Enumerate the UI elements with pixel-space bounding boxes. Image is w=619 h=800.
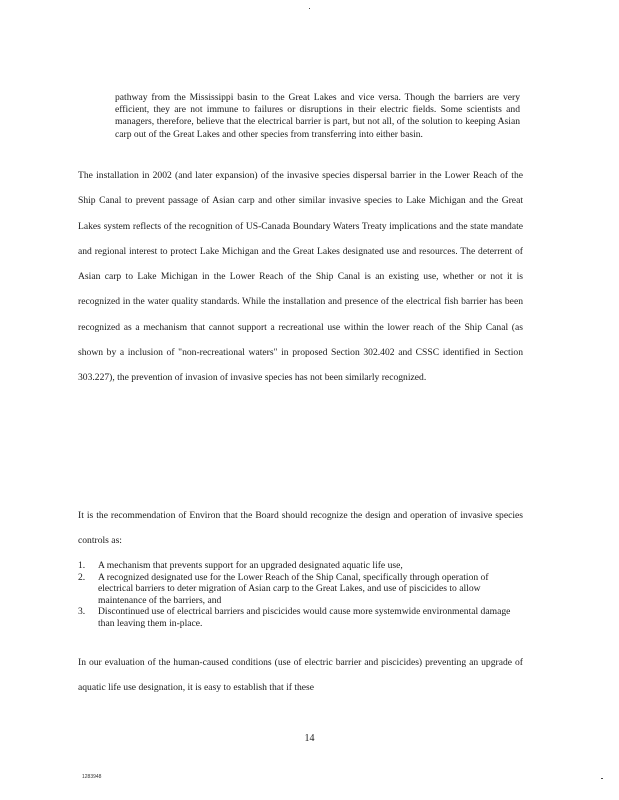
block-quote: pathway from the Mississippi basin to the Great Lakes and vice versa. Though the barriers are very efficient, they are not immune to failures or disruptions in their electric fields. Some scientists and managers, therefore, believe that the electrical barrier is part, but not all, of the solution to keeping Asian carp out of the Great Lakes and other species from transferring into either basin.	[115, 92, 520, 140]
document-id: 1283948	[82, 774, 102, 780]
list-item-text: Discontinued use of electrical barriers and piscicides would cause more systemwide environmental damage than leaving them in-place.	[98, 606, 511, 629]
body-paragraph-2: It is the recommendation of Environ that the Board should recognize the design and operation of invasive species controls as:	[78, 510, 523, 547]
list-item	[78, 572, 523, 607]
list-item	[78, 606, 523, 629]
scan-speck-top	[309, 8, 310, 9]
list-item-text: A mechanism that prevents support for an upgraded designated aquatic life use,	[98, 560, 403, 571]
list-item-number: 3.	[78, 606, 86, 618]
recommendation-list	[78, 560, 523, 630]
list-item-number: 2.	[78, 571, 86, 583]
list-item	[78, 560, 523, 572]
page-number: 14	[304, 733, 315, 744]
list-item-number: 1.	[78, 560, 86, 571]
scan-speck-right	[601, 778, 603, 779]
body-paragraph-1: The installation in 2002 (and later expansion) of the invasive species dispersal barrier in the Lower Reach of the Ship Canal to prevent passage of Asian carp and other similar invasive species to Lake Michigan and the Great Lakes system reflects of the recognition of US-Canada Boundary Waters Treaty implications and the state mandate and regional interest to protect Lake Michigan and the Great Lakes designated use and resources. The deterrent of Asian carp to Lake Michigan in the Lower Reach of the Ship Canal is an existing use, whether or not it is recognized in the water quality standards. While the installation and presence of the electrical fish barrier has been recognized as a mechanism that cannot support a recreational use within the lower reach of the Ship Canal (as shown by a inclusion of "non-recreational waters" in proposed Section 302.402 and CSSC identified in Section 303.227), the prevention of invasion of invasive species has not been similarly recognized.	[78, 170, 523, 384]
body-paragraph-3: In our evaluation of the human-caused conditions (use of electric barrier and piscicides) preventing an upgrade of aquatic life use designation, it is easy to establish that if these	[78, 657, 523, 694]
list-item-text: A recognized designated use for the Lower Reach of the Ship Canal, specifically through operation of electrical barriers to deter migration of Asian carp to the Great Lakes, and use of piscicides to allow maintenance of the barriers, and	[98, 571, 489, 606]
